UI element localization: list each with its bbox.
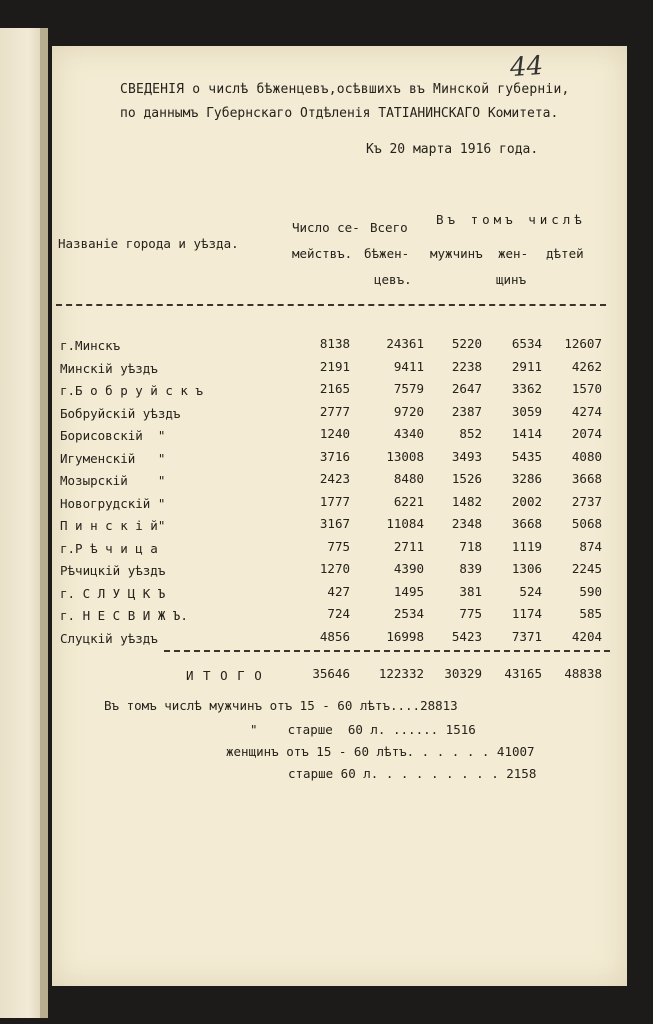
row-men: 1482 bbox=[451, 493, 482, 509]
row-women: 2002 bbox=[511, 493, 542, 509]
row-name: Борисовскій " bbox=[60, 428, 166, 443]
summary-line-4: старше 60 л. . . . . . . . . 2158 bbox=[288, 766, 537, 781]
row-women: 6534 bbox=[511, 336, 542, 351]
row-men: 852 bbox=[459, 426, 482, 441]
header-families-1: Число се- bbox=[292, 220, 360, 235]
row-men: 2238 bbox=[451, 358, 482, 374]
totals-label: И Т О Г О bbox=[186, 668, 263, 683]
row-name: П и н с к і й" bbox=[60, 518, 166, 533]
row-women: 1174 bbox=[511, 606, 542, 621]
row-women: 3286 bbox=[511, 471, 542, 486]
row-children: 3668 bbox=[571, 471, 602, 486]
row-name: Бобруйскій уѣздъ bbox=[60, 405, 181, 421]
summary-line-2: " старше 60 л. ...... 1516 bbox=[250, 722, 476, 737]
row-men: 381 bbox=[459, 583, 482, 599]
row-children: 4080 bbox=[571, 448, 602, 464]
totals-families: 35646 bbox=[312, 666, 350, 681]
row-total: 9411 bbox=[393, 358, 424, 374]
row-name: Слуцкій уѣздъ bbox=[60, 630, 158, 646]
header-men: мужчинъ bbox=[430, 246, 483, 261]
row-children: 1570 bbox=[571, 381, 602, 396]
row-men: 5423 bbox=[451, 628, 482, 644]
header-women-2: щинъ bbox=[496, 272, 527, 287]
row-total: 9720 bbox=[393, 403, 424, 419]
row-men: 2348 bbox=[451, 516, 482, 531]
totals-divider bbox=[164, 650, 610, 652]
totals-women: 43165 bbox=[504, 666, 542, 681]
header-divider bbox=[56, 304, 606, 306]
row-women: 5435 bbox=[511, 448, 542, 464]
row-families: 724 bbox=[327, 606, 350, 621]
row-men: 775 bbox=[459, 606, 482, 621]
header-families-2: мействъ. bbox=[292, 246, 353, 261]
row-children: 4262 bbox=[571, 358, 602, 374]
row-total: 6221 bbox=[393, 493, 424, 509]
row-total: 11084 bbox=[386, 516, 424, 531]
row-children: 585 bbox=[579, 606, 602, 621]
totals-men: 30329 bbox=[444, 666, 482, 681]
row-total: 2711 bbox=[393, 538, 424, 554]
row-men: 5220 bbox=[451, 336, 482, 351]
row-men: 2647 bbox=[451, 381, 482, 396]
document-title: СВЕДЕНІЯ о числѣ бѣженцевъ,осѣвшихъ въ Минской губерніи, bbox=[120, 82, 570, 97]
row-children: 4204 bbox=[571, 628, 602, 644]
header-total-1: Всего bbox=[370, 220, 408, 235]
row-families: 1240 bbox=[319, 426, 350, 441]
document-page bbox=[52, 46, 627, 986]
row-women: 7371 bbox=[511, 628, 542, 644]
row-families: 427 bbox=[327, 583, 350, 599]
row-men: 2387 bbox=[451, 403, 482, 419]
row-total: 4390 bbox=[393, 561, 424, 576]
document-date: Къ 20 марта 1916 года. bbox=[366, 142, 539, 157]
row-name: г. С Л У Ц К Ъ bbox=[60, 585, 166, 601]
row-families: 3167 bbox=[319, 516, 350, 531]
row-families: 1270 bbox=[319, 561, 350, 576]
row-children: 590 bbox=[579, 583, 602, 599]
row-name: Мозырскій " bbox=[60, 473, 166, 488]
header-children: дѣтей bbox=[546, 246, 584, 261]
row-families: 4856 bbox=[319, 628, 350, 644]
row-families: 2777 bbox=[319, 403, 350, 419]
row-children: 2737 bbox=[571, 493, 602, 509]
row-name: г.Б о б р у й с к ъ bbox=[60, 383, 203, 398]
row-name: г.Р ѣ ч и ц а bbox=[60, 540, 158, 556]
row-total: 16998 bbox=[386, 628, 424, 644]
row-men: 718 bbox=[459, 538, 482, 554]
row-women: 2911 bbox=[511, 358, 542, 374]
row-women: 1119 bbox=[511, 538, 542, 554]
row-name: Новогрудскій " bbox=[60, 495, 166, 511]
page-number: 44 bbox=[508, 50, 545, 84]
row-total: 4340 bbox=[393, 426, 424, 441]
totals-total: 122332 bbox=[378, 666, 424, 681]
header-name: Названіе города и уѣзда. bbox=[58, 236, 239, 251]
row-total: 1495 bbox=[393, 583, 424, 599]
row-children: 2074 bbox=[571, 426, 602, 441]
row-women: 1414 bbox=[511, 426, 542, 441]
row-families: 2191 bbox=[319, 358, 350, 374]
row-total: 13008 bbox=[386, 448, 424, 464]
row-men: 1526 bbox=[451, 471, 482, 486]
header-group: Въ томъ числѣ bbox=[436, 212, 586, 227]
header-total-3: цевъ. bbox=[374, 272, 412, 287]
row-children: 12607 bbox=[564, 336, 602, 351]
header-total-2: бѣжен- bbox=[364, 246, 410, 261]
totals-children: 48838 bbox=[564, 666, 602, 681]
row-name: Минскій уѣздъ bbox=[60, 360, 158, 376]
row-name: г.Минскъ bbox=[60, 338, 121, 353]
row-women: 3059 bbox=[511, 403, 542, 419]
row-men: 839 bbox=[459, 561, 482, 576]
row-children: 5068 bbox=[571, 516, 602, 531]
row-families: 775 bbox=[327, 538, 350, 554]
summary-line-1: Въ томъ числѣ мужчинъ отъ 15 - 60 лѣтъ....28813 bbox=[104, 698, 458, 713]
row-families: 1777 bbox=[319, 493, 350, 509]
row-total: 24361 bbox=[386, 336, 424, 351]
row-families: 2165 bbox=[319, 381, 350, 396]
header-women-1: жен- bbox=[498, 246, 529, 261]
row-families: 2423 bbox=[319, 471, 350, 486]
row-women: 3362 bbox=[511, 381, 542, 396]
summary-line-3: женщинъ отъ 15 - 60 лѣтъ. . . . . . 41007 bbox=[226, 744, 535, 759]
row-children: 4274 bbox=[571, 403, 602, 419]
row-women: 524 bbox=[519, 583, 542, 599]
binding-edge bbox=[40, 28, 48, 1018]
row-families: 3716 bbox=[319, 448, 350, 464]
row-men: 3493 bbox=[451, 448, 482, 464]
row-total: 2534 bbox=[393, 606, 424, 621]
row-total: 8480 bbox=[393, 471, 424, 486]
row-name: г. Н Е С В И Ж Ъ. bbox=[60, 608, 188, 623]
row-families: 8138 bbox=[319, 336, 350, 351]
row-women: 3668 bbox=[511, 516, 542, 531]
row-total: 7579 bbox=[393, 381, 424, 396]
row-women: 1306 bbox=[511, 561, 542, 576]
row-name: Игуменскій " bbox=[60, 450, 166, 466]
row-children: 874 bbox=[579, 538, 602, 554]
row-name: Рѣчицкій уѣздъ bbox=[60, 563, 166, 578]
row-children: 2245 bbox=[571, 561, 602, 576]
document-subtitle: по даннымъ Губернскаго Отдѣленія ТАТІАНИНСКАГО Комитета. bbox=[120, 106, 559, 121]
